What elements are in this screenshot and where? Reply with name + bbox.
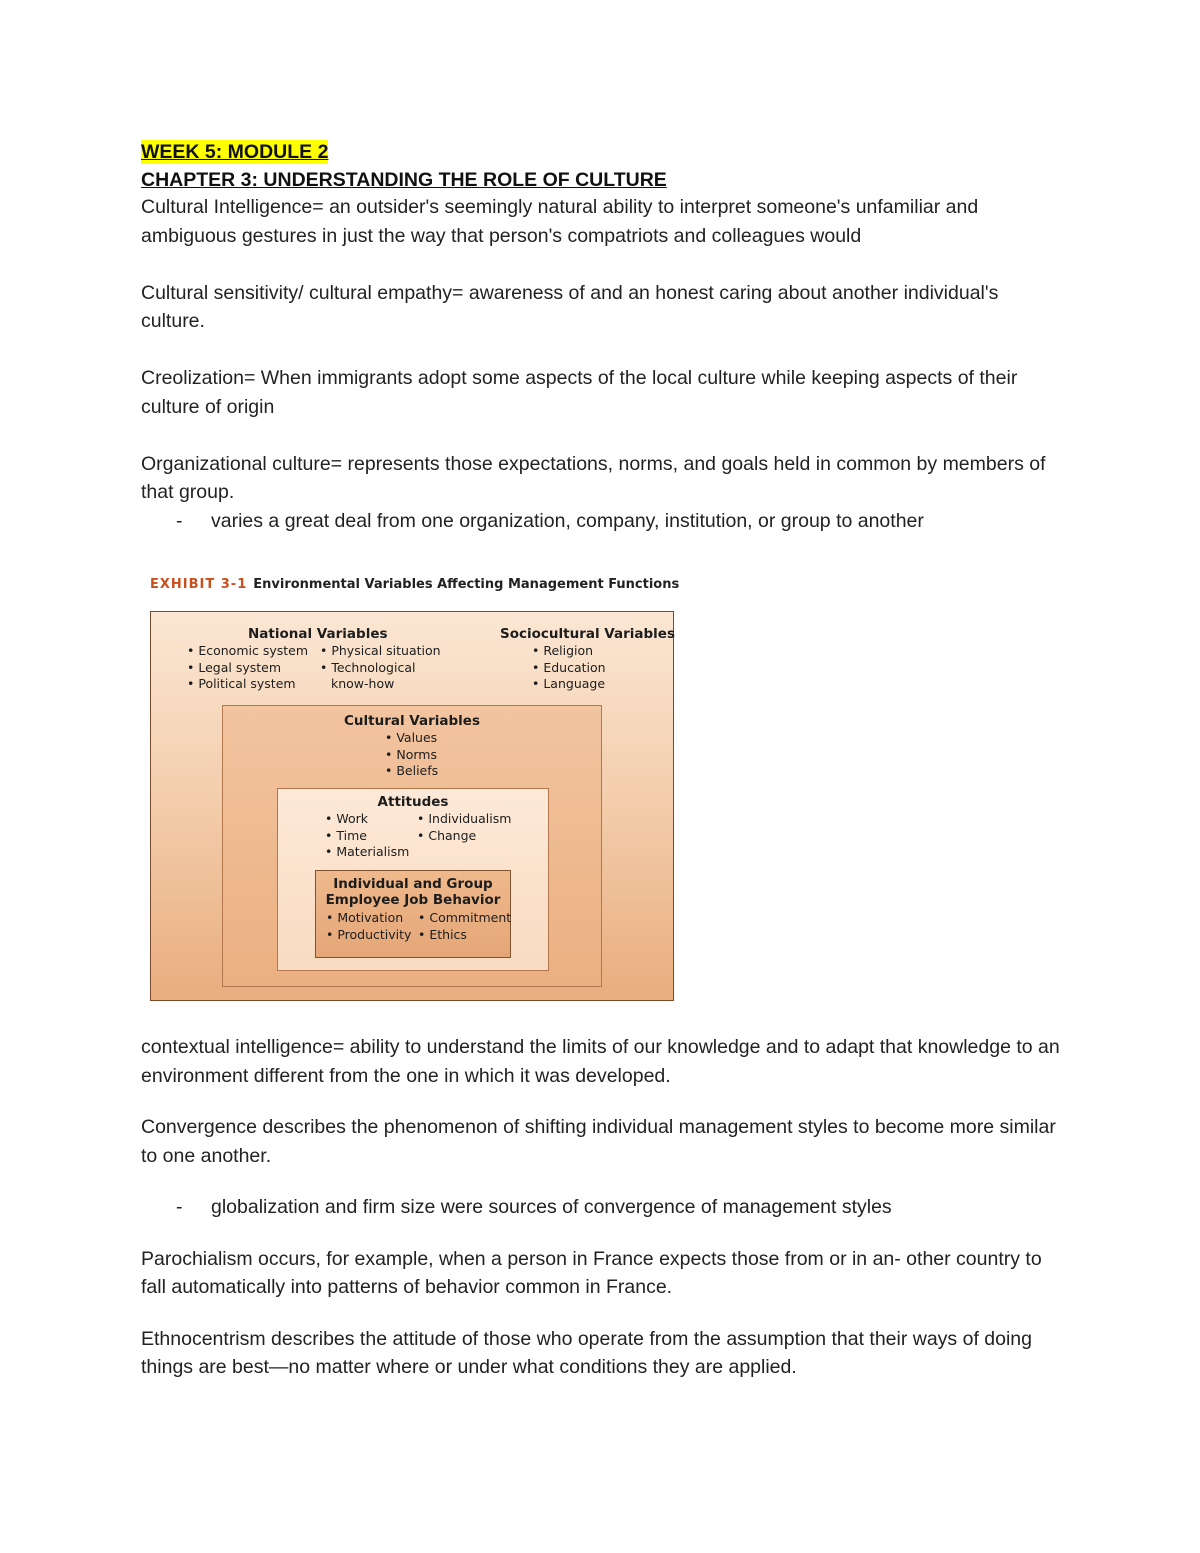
- individual-col2: [418, 910, 511, 943]
- attitudes-col2: [417, 811, 511, 844]
- individual-heading-line1: Individual and Group: [333, 876, 493, 892]
- national-variables-heading: National Variables: [248, 626, 388, 642]
- national-variables-box: [150, 611, 674, 1001]
- attitude-item: • Change: [417, 827, 477, 843]
- exhibit-title: Environmental Variables Affecting Management Functions: [253, 577, 680, 592]
- cultural-item: • Norms: [385, 746, 437, 762]
- org-culture-bullet: [141, 507, 1061, 536]
- sociocultural-item: • Education: [532, 659, 606, 675]
- individual-item: • Commitment: [418, 910, 512, 925]
- cultural-variables-box: [222, 705, 602, 987]
- bullet-dash: -: [176, 1196, 183, 1218]
- national-col1: [187, 643, 308, 693]
- def-convergence: Convergence describes the phenomenon of shifting individual management styles to become more similar to one another.: [141, 1116, 1056, 1167]
- org-culture-bullet-text: varies a great deal from one organization, company, institution, or group to another: [211, 509, 924, 532]
- exhibit-figure: [150, 577, 680, 1007]
- attitude-item: • Work: [325, 811, 368, 826]
- individual-col1: [326, 910, 411, 943]
- bullet-dash: -: [176, 509, 183, 532]
- attitude-item: • Individualism: [417, 811, 512, 826]
- national-col2: [320, 643, 441, 693]
- attitudes-heading: Attitudes: [377, 794, 449, 810]
- document-top: [141, 140, 1061, 535]
- cultural-item: • Values: [385, 730, 438, 745]
- attitudes-col1: [325, 811, 409, 861]
- def-organizational-culture: Organizational culture= represents those expectations, norms, and goals held in common by members of that group.: [141, 452, 1046, 503]
- national-item: • Economic system: [187, 643, 309, 658]
- individual-group-box: [315, 870, 511, 958]
- individual-item: • Motivation: [326, 910, 404, 925]
- def-contextual-intelligence: contextual intelligence= ability to understand the limits of our knowledge and to adapt that knowledge to an environment different from the one in which it was developed.: [141, 1036, 1060, 1087]
- cultural-variables-heading: Cultural Variables: [343, 713, 480, 729]
- week-heading: WEEK 5: MODULE 2: [141, 141, 329, 163]
- chapter-heading: CHAPTER 3: UNDERSTANDING THE ROLE OF CULTURE: [141, 169, 667, 191]
- def-ethnocentrism: Ethnocentrism describes the attitude of those who operate from the assumption that their ways of doing things are best—no matter where or under what conditions they are applied.: [141, 1327, 1032, 1378]
- def-parochialism: Parochialism occurs, for example, when a person in France expects those from or in an- other country to fall automatically into patterns of behavior common in France.: [141, 1247, 1042, 1298]
- exhibit-caption: [150, 577, 680, 592]
- attitude-item: • Time: [325, 827, 367, 843]
- national-item: • Physical situation: [320, 643, 441, 658]
- national-item: • Technological: [320, 659, 416, 675]
- sociocultural-list: [532, 643, 606, 693]
- individual-item: • Productivity: [326, 926, 412, 942]
- exhibit-number: EXHIBIT 3-1: [150, 577, 248, 592]
- sociocultural-item: • Language: [532, 676, 606, 691]
- individual-heading-line2: Employee Job Behavior: [325, 892, 501, 908]
- sociocultural-item: • Religion: [532, 643, 594, 658]
- attitudes-box: [277, 788, 549, 971]
- national-item: • Legal system: [187, 659, 282, 675]
- convergence-bullet: [141, 1193, 1061, 1222]
- individual-item: • Ethics: [418, 926, 467, 942]
- national-item: know-how: [331, 676, 395, 691]
- convergence-bullet-text: globalization and firm size were sources of convergence of management styles: [211, 1196, 892, 1218]
- cultural-item: • Beliefs: [385, 763, 439, 778]
- document-bottom: [141, 1033, 1061, 1382]
- def-cultural-sensitivity: Cultural sensitivity/ cultural empathy= awareness of and an honest caring about another individual's culture.: [141, 281, 999, 332]
- attitude-item: • Materialism: [325, 844, 410, 859]
- national-item: • Political system: [187, 676, 296, 691]
- sociocultural-variables-heading: Sociocultural Variables: [500, 626, 675, 642]
- def-cultural-intelligence: Cultural Intelligence= an outsider's seemingly natural ability to interpret someone's unfamiliar and ambiguous gestures in just the way that person's compatriots and colleagues would: [141, 196, 979, 247]
- def-creolization: Creolization= When immigrants adopt some aspects of the local culture while keeping aspects of their culture of origin: [141, 367, 1018, 418]
- cultural-list: [385, 730, 438, 780]
